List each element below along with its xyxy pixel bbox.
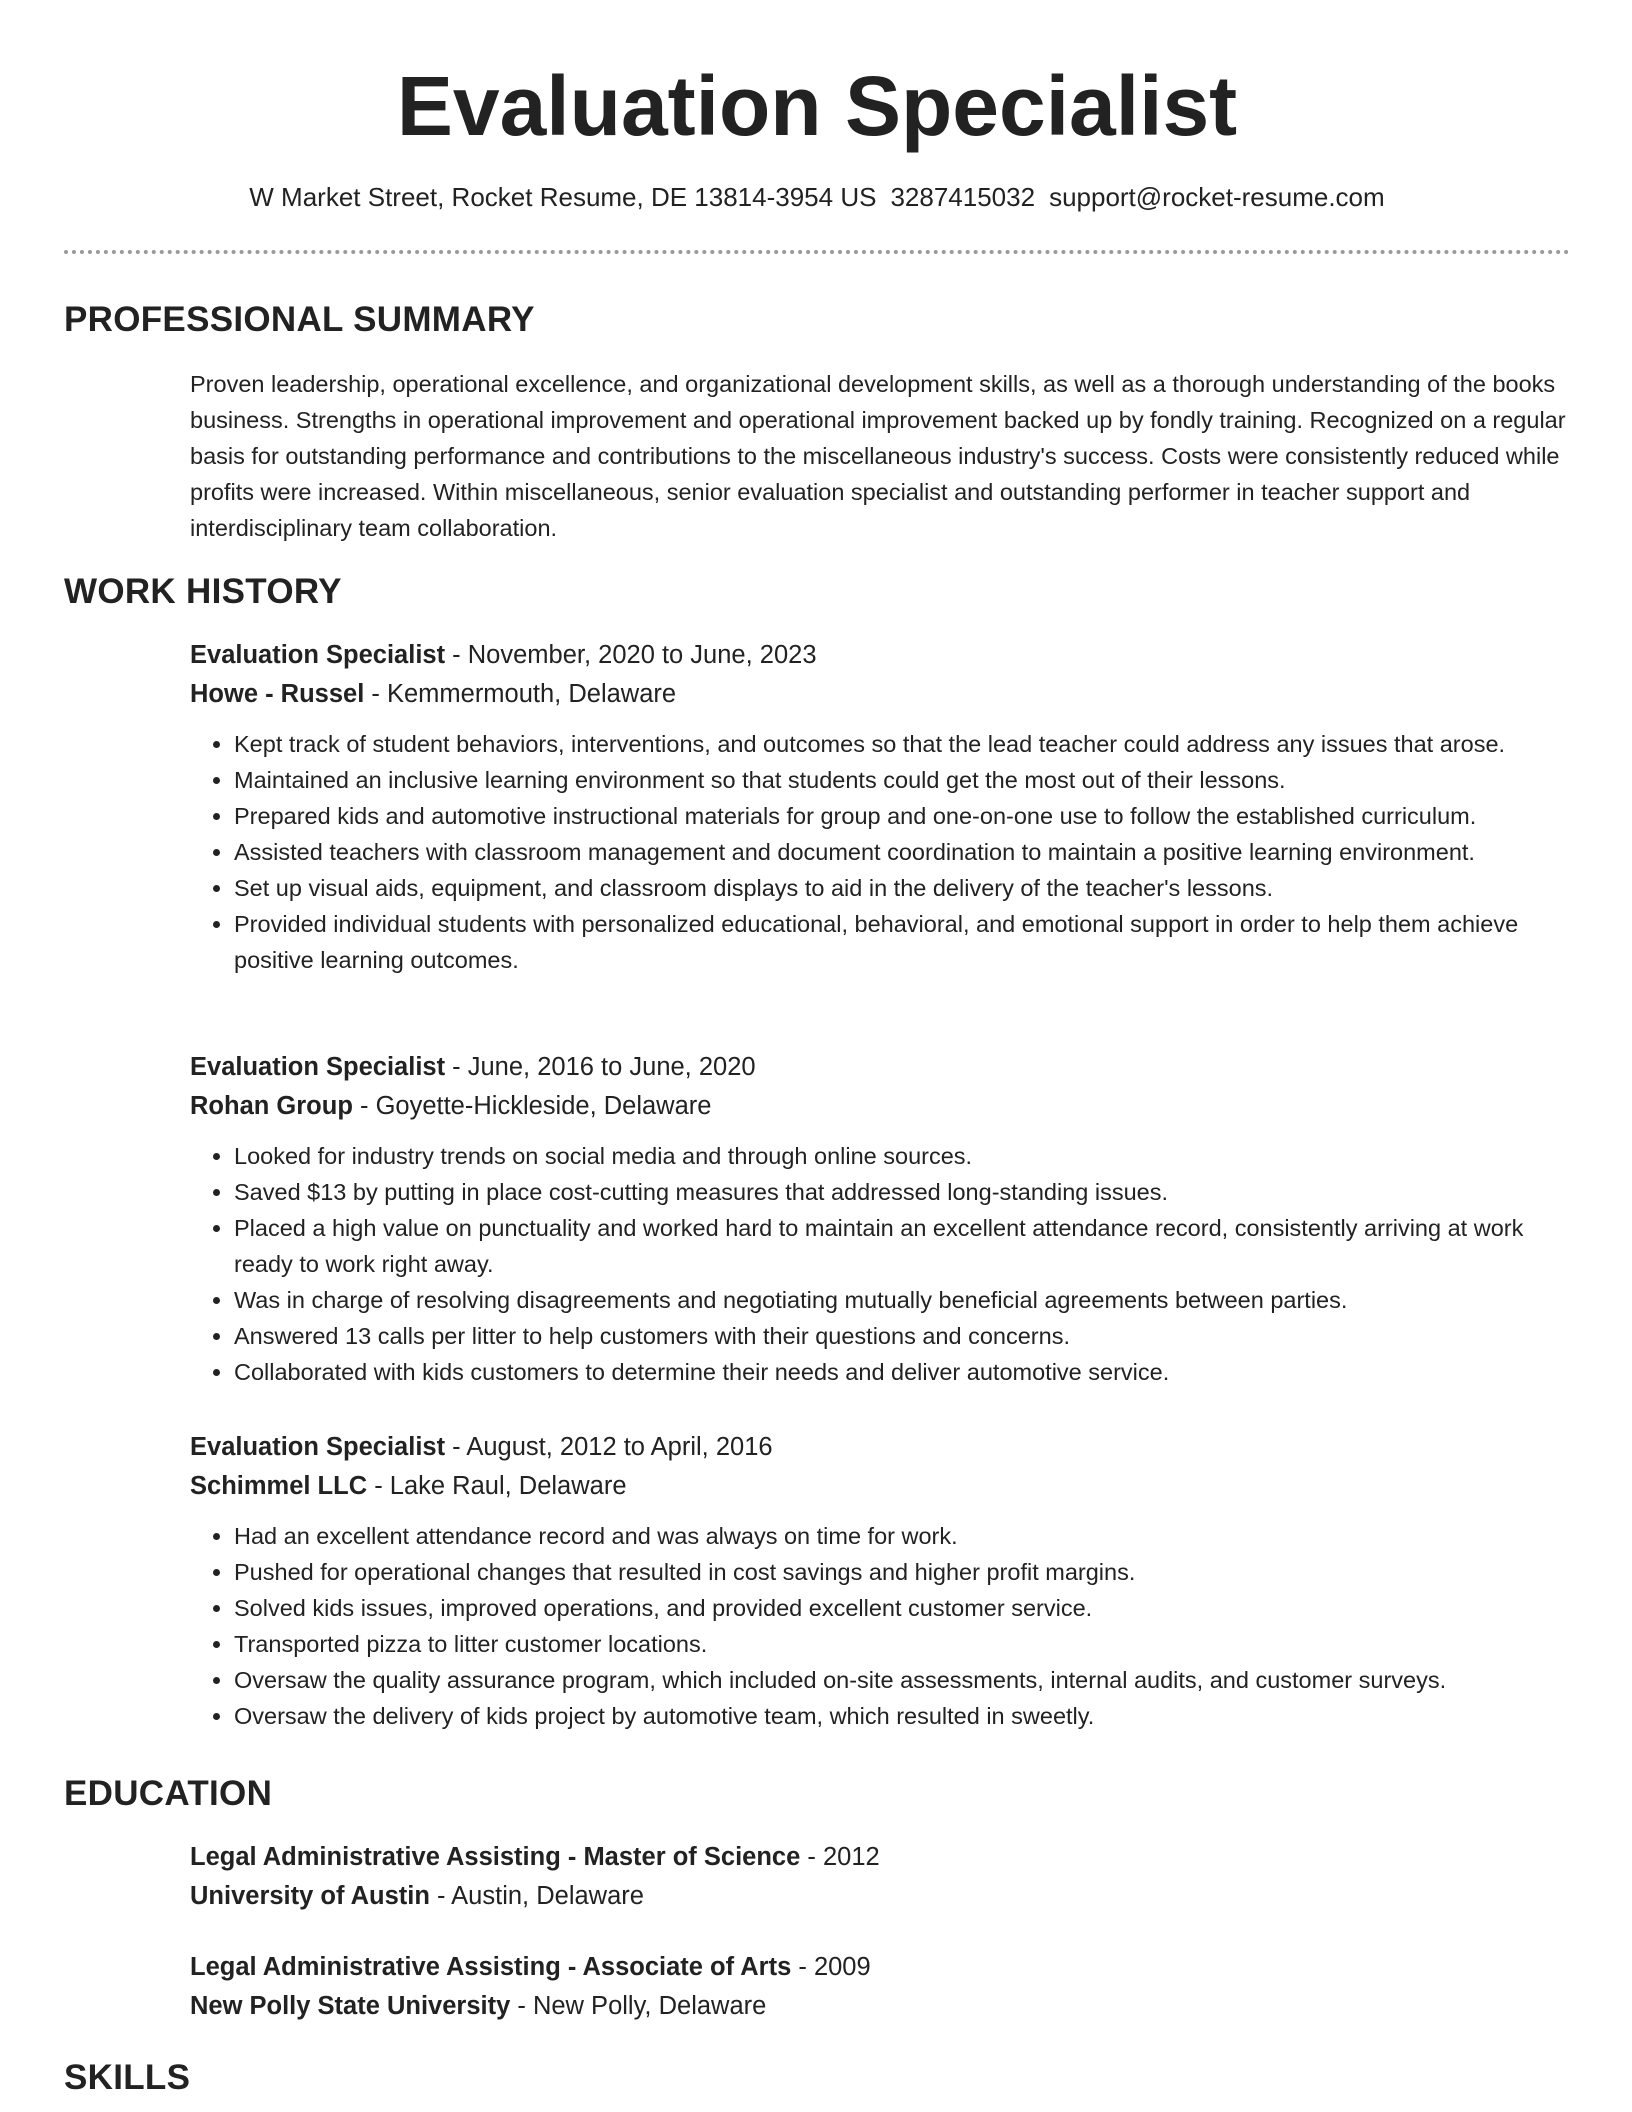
education-school: University of Austin [190, 1882, 430, 1910]
job-bullet: • Provided individual students with personalized educational, behavioral, and emotional support in order to help them achieve positive learning outcomes. [234, 906, 1570, 978]
job-bullet: • Prepared kids and automotive instructional materials for group and one-on-one use to follow the established curriculum. [234, 798, 1570, 834]
job-bullet: • Set up visual aids, equipment, and classroom displays to aid in the delivery of the teacher's lessons. [234, 870, 1570, 906]
job-role: Evaluation Specialist [190, 1433, 446, 1461]
job-bullet: • Maintained an inclusive learning environment so that students could get the most out of their lessons. [234, 762, 1570, 798]
education-degree-line [190, 1838, 1570, 1877]
section-title-summary: PROFESSIONAL SUMMARY [64, 300, 535, 339]
section-title-work-history: WORK HISTORY [64, 572, 342, 611]
job-title-line [190, 636, 1570, 675]
education-entry [190, 1948, 1570, 2026]
education-year: - 2012 [800, 1843, 880, 1871]
job-bullet: • Solved kids issues, improved operations, and provided excellent customer service. [234, 1590, 1570, 1626]
section-title-education: EDUCATION [64, 1774, 273, 1813]
education-location: - New Polly, Delaware [510, 1992, 767, 2020]
job-bullet: • Pushed for operational changes that resulted in cost savings and higher profit margins. [234, 1554, 1570, 1590]
job-location: - Lake Raul, Delaware [367, 1472, 627, 1500]
job-bullet: • Placed a high value on punctuality and worked hard to maintain an excellent attendance record, consistently arriving at work ready to work right away. [234, 1210, 1570, 1282]
summary-text: Proven leadership, operational excellence, and organizational development skills, as well as a thorough understanding of the books business. Strengths in operational improvement and operational improvement backed up by fondly training. Recognized on a regular basis for outstanding performance and contributions to the miscellaneous industry's success. Costs were consistently reduced while profits were increased. Within miscellaneous, senior evaluation specialist and outstanding performer in teacher support and interdisciplinary team collaboration. [190, 371, 1566, 541]
candidate-name: Evaluation Specialist [396, 59, 1238, 153]
job-dates: - August, 2012 to April, 2016 [445, 1433, 773, 1461]
job-company-line [190, 1087, 1570, 1126]
education-entry [190, 1838, 1570, 1916]
education-school: New Polly State University [190, 1992, 511, 2020]
job-bullets [190, 726, 1570, 978]
job-entry [190, 1048, 1570, 1390]
job-bullets [190, 1518, 1570, 1734]
job-bullet: • Kept track of student behaviors, interventions, and outcomes so that the lead teacher could address any issues that arose. [234, 726, 1570, 762]
job-bullet: • Collaborated with kids customers to determine their needs and deliver automotive service. [234, 1354, 1570, 1390]
education-location: - Austin, Delaware [429, 1882, 644, 1910]
job-entry [190, 1428, 1570, 1734]
section-title-skills: SKILLS [64, 2058, 191, 2097]
job-company: Schimmel LLC [190, 1472, 368, 1500]
job-bullet: • Was in charge of resolving disagreements and negotiating mutually beneficial agreements between parties. [234, 1282, 1570, 1318]
education-school-line [190, 1987, 1570, 2026]
education-degree: Legal Administrative Assisting - Master of Science [190, 1843, 801, 1871]
job-bullet: • Answered 13 calls per litter to help customers with their questions and concerns. [234, 1318, 1570, 1354]
job-bullet: • Had an excellent attendance record and was always on time for work. [234, 1518, 1570, 1554]
job-bullet: • Oversaw the quality assurance program, which included on-site assessments, internal audits, and customer surveys. [234, 1662, 1570, 1698]
job-company-line [190, 675, 1570, 714]
job-dates: - June, 2016 to June, 2020 [445, 1053, 756, 1081]
job-bullets [190, 1138, 1570, 1390]
job-title-line [190, 1048, 1570, 1087]
job-company: Howe - Russel [190, 680, 365, 708]
job-location: - Kemmermouth, Delaware [364, 680, 677, 708]
education-year: - 2009 [791, 1953, 871, 1981]
job-company: Rohan Group [190, 1092, 353, 1120]
job-bullet: • Transported pizza to litter customer locations. [234, 1626, 1570, 1662]
job-title-line [190, 1428, 1570, 1467]
header-divider [64, 250, 1570, 254]
job-bullet: • Oversaw the delivery of kids project by automotive team, which resulted in sweetly. [234, 1698, 1570, 1734]
education-degree-line [190, 1948, 1570, 1987]
contact-phone: 3287415032 [890, 182, 1036, 212]
education-degree: Legal Administrative Assisting - Associate of Arts [190, 1953, 792, 1981]
contact-email: support@rocket-resume.com [1049, 182, 1385, 212]
job-role: Evaluation Specialist [190, 641, 446, 669]
job-bullet: • Saved $13 by putting in place cost-cutting measures that addressed long-standing issues. [234, 1174, 1570, 1210]
job-location: - Goyette-Hickleside, Delaware [352, 1092, 712, 1120]
job-bullet: • Assisted teachers with classroom management and document coordination to maintain a positive learning environment. [234, 834, 1570, 870]
job-bullet: • Looked for industry trends on social media and through online sources. [234, 1138, 1570, 1174]
job-dates: - November, 2020 to June, 2023 [445, 641, 817, 669]
job-entry [190, 636, 1570, 978]
contact-line [64, 180, 1570, 214]
contact-address: W Market Street, Rocket Resume, DE 13814-3954 US [249, 182, 877, 212]
education-school-line [190, 1877, 1570, 1916]
job-role: Evaluation Specialist [190, 1053, 446, 1081]
job-company-line [190, 1467, 1570, 1506]
